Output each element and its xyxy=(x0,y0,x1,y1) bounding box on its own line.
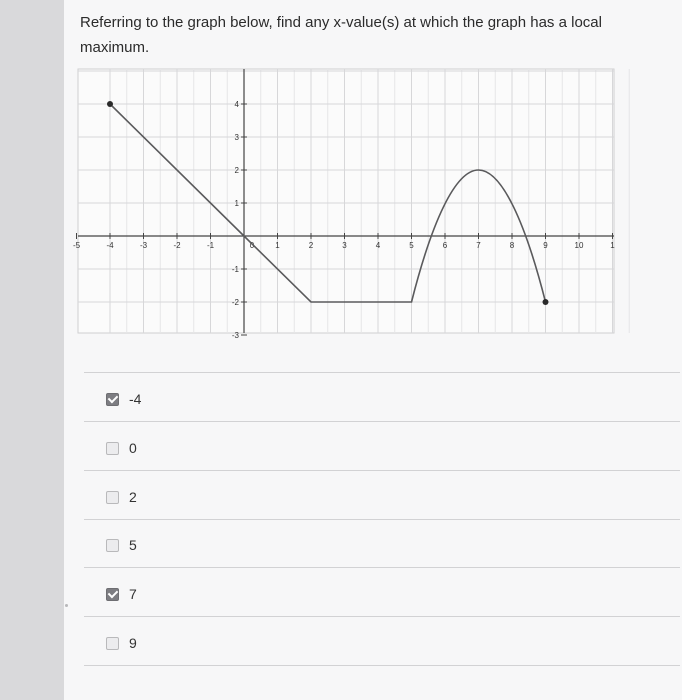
question-text: Referring to the graph below, find any x-value(s) at which the graph has a local maximum. xyxy=(80,14,602,56)
answer-label: 0 xyxy=(129,440,137,456)
answer-checkbox[interactable] xyxy=(106,491,119,504)
y-tick-label: 3 xyxy=(234,133,239,142)
x-tick-label: 5 xyxy=(409,241,414,250)
answer-checkbox[interactable] xyxy=(106,637,119,650)
x-tick-label: 7 xyxy=(476,241,481,250)
answer-label: 5 xyxy=(129,537,137,553)
option-divider xyxy=(84,470,680,471)
answer-label: 9 xyxy=(129,635,137,651)
x-tick-label: -5 xyxy=(72,241,81,250)
x-tick-label: 2 xyxy=(308,241,314,250)
x-tick-label: 4 xyxy=(375,241,381,250)
y-tick-label: -2 xyxy=(231,298,239,307)
answer-option[interactable] xyxy=(106,535,137,555)
decorative-dot xyxy=(65,604,68,607)
x-tick-label: 1 xyxy=(610,241,615,250)
answer-option[interactable] xyxy=(106,389,141,409)
endpoint-dot xyxy=(107,101,113,107)
y-tick-label: -1 xyxy=(231,265,239,274)
x-tick-label: -4 xyxy=(106,241,114,250)
y-tick-label: 2 xyxy=(234,166,239,175)
x-tick-label: -3 xyxy=(139,241,148,250)
y-tick-label: -3 xyxy=(231,331,239,340)
x-tick-label: 0 xyxy=(249,241,255,250)
x-tick-label: 8 xyxy=(509,241,515,250)
y-tick-label: 1 xyxy=(234,199,239,208)
plot-area xyxy=(78,69,614,333)
divider-top xyxy=(84,372,680,373)
answer-checkbox[interactable] xyxy=(106,442,119,455)
answer-option[interactable] xyxy=(106,584,137,604)
x-tick-label: -1 xyxy=(206,241,215,250)
answer-label: 7 xyxy=(129,586,137,602)
answer-label: 2 xyxy=(129,489,137,505)
answer-option[interactable] xyxy=(106,438,137,458)
option-divider xyxy=(84,421,680,422)
answer-checkbox[interactable] xyxy=(106,539,119,552)
x-tick-label: 3 xyxy=(342,241,347,250)
answer-label: -4 xyxy=(129,391,142,407)
option-divider xyxy=(84,665,680,666)
x-tick-label: 1 xyxy=(275,241,280,250)
answer-option[interactable] xyxy=(106,633,137,653)
answer-checkbox[interactable] xyxy=(106,588,119,601)
x-tick-label: -2 xyxy=(173,241,181,250)
answer-option[interactable] xyxy=(106,487,137,507)
x-tick-label: 9 xyxy=(543,241,548,250)
x-tick-label: 10 xyxy=(574,241,584,250)
option-divider xyxy=(84,567,680,568)
endpoint-dot xyxy=(543,299,549,305)
option-divider xyxy=(84,519,680,520)
y-tick-label: 4 xyxy=(234,100,239,109)
x-tick-label: 6 xyxy=(442,241,448,250)
option-divider xyxy=(84,616,680,617)
answer-checkbox[interactable] xyxy=(106,393,119,406)
